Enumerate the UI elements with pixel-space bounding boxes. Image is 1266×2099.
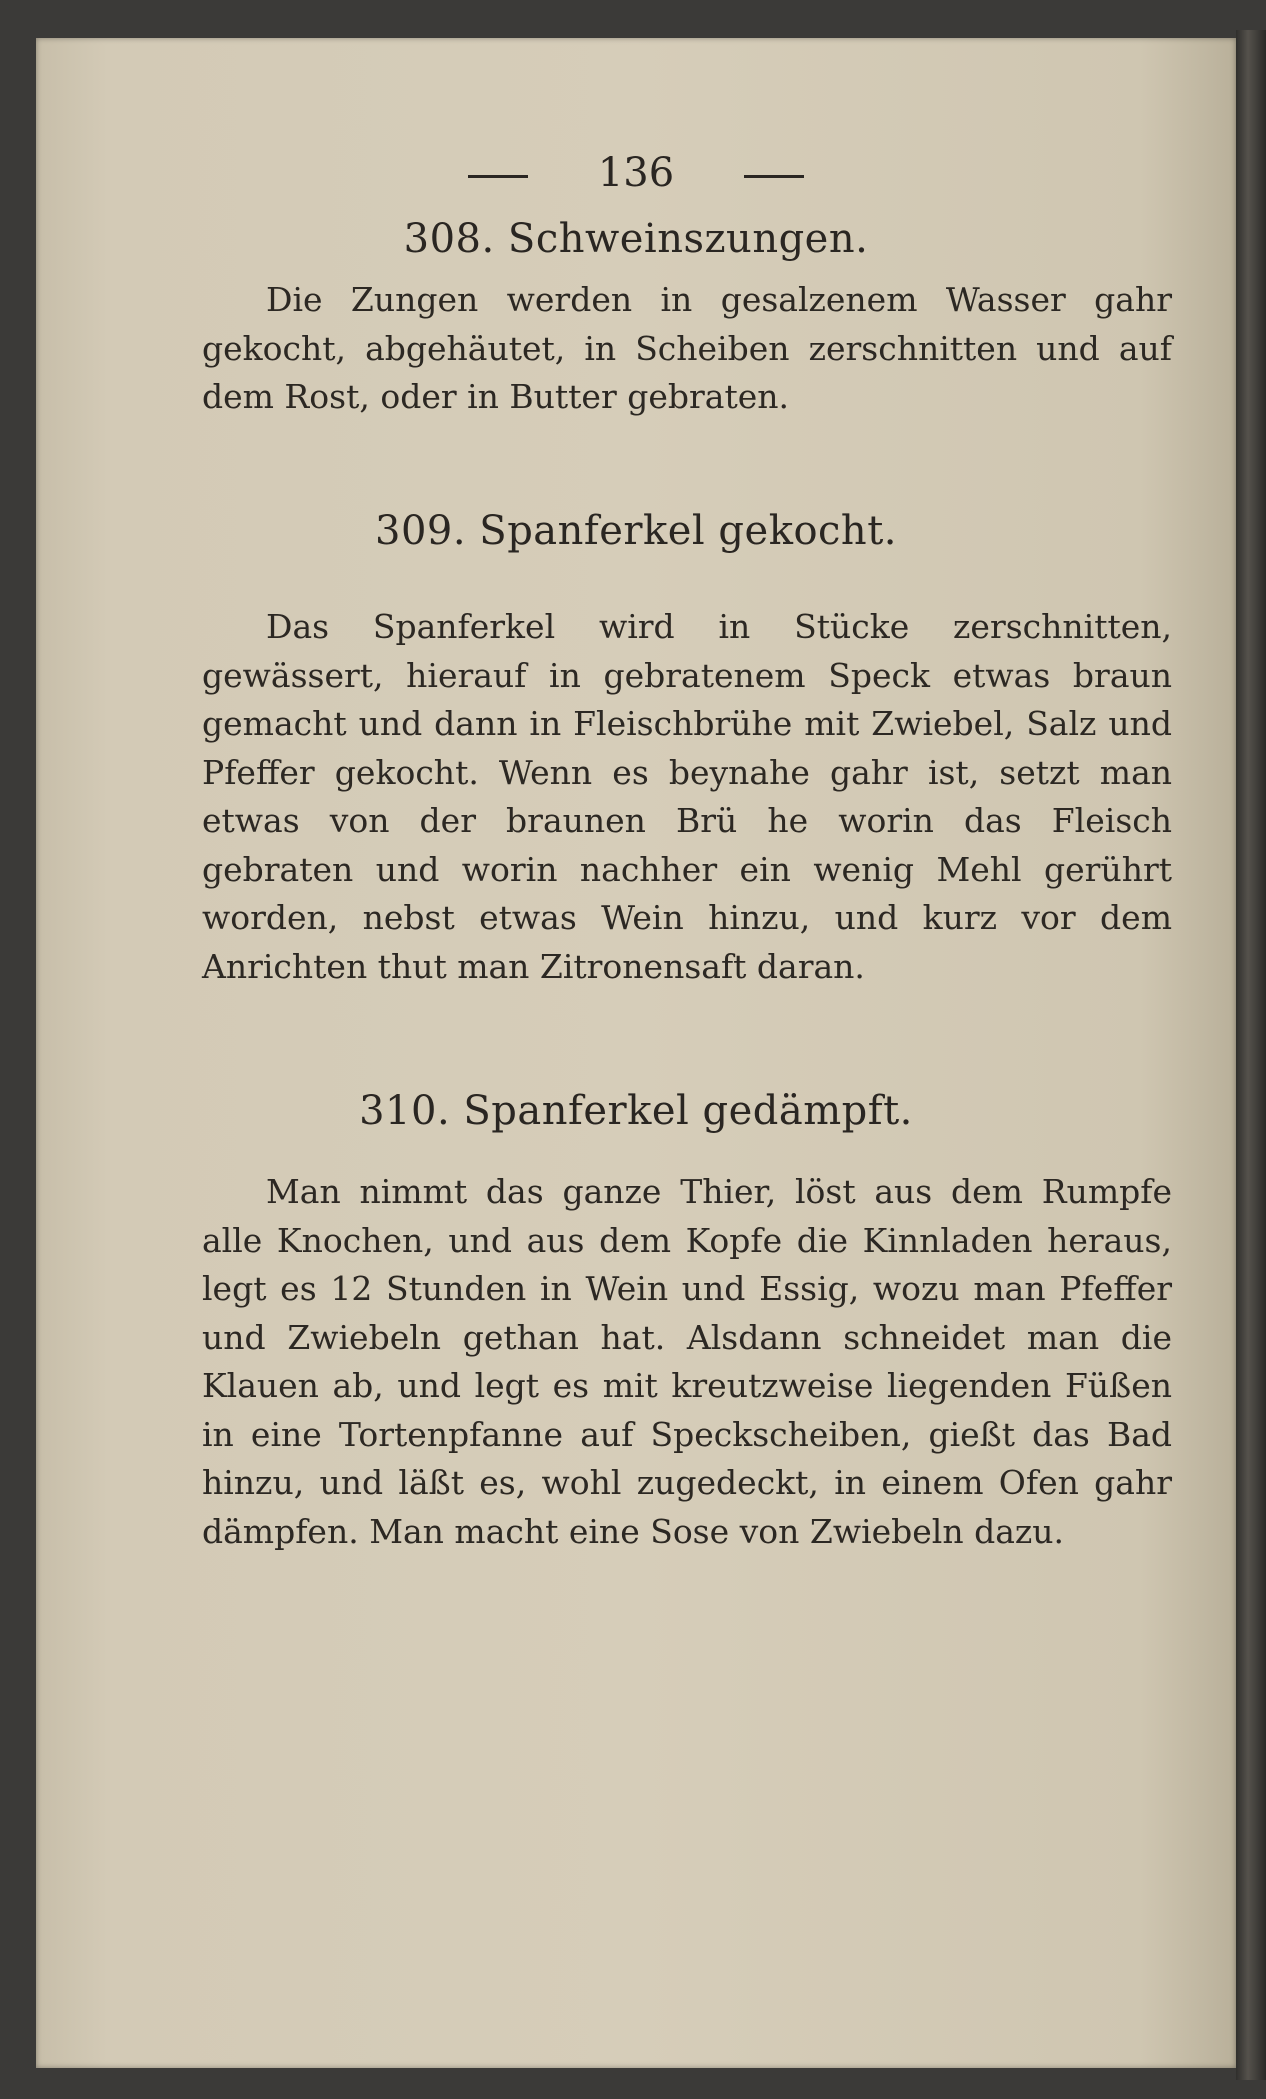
- section-309-heading: [36, 508, 1236, 554]
- section-number: 308.: [403, 216, 495, 262]
- section-body: Die Zungen werden in gesalzenem Wasser gahr gekocht, abgehäutet, in Scheiben zerschnitten und auf dem Rost, oder in Butter gebraten.: [202, 280, 1172, 416]
- section-309-text: [202, 603, 1172, 991]
- header-dash-left: [468, 175, 528, 178]
- section-number: 309.: [375, 508, 467, 554]
- book-page-edge: [1236, 30, 1266, 2080]
- section-body: Das Spanferkel wird in Stücke zerschnitten, gewässert, hierauf in gebratenem Speck etwas braun gemacht und dann in Fleischbrühe mit Zwiebel, Salz und Pfeffer gekocht. Wenn es beynahe gahr ist, setzt man etwas von der braunen Brü he worin das Fleisch gebraten und worin nachher ein wenig Mehl gerührt worden, nebst etwas Wein hinzu, und kurz vor dem Anrichten thut man Zitronensaft daran.: [202, 607, 1172, 986]
- section-310-text: [202, 1168, 1172, 1556]
- section-title: Schweinszungen.: [507, 216, 869, 262]
- section-title: Spanferkel gedämpft.: [463, 1088, 913, 1134]
- section-308-text: [202, 276, 1172, 422]
- page-number: 136: [597, 150, 675, 196]
- page-header: [36, 150, 1236, 210]
- section-body: Man nimmt das ganze Thier, löst aus dem Rumpfe alle Knochen, und aus dem Kopfe die Kinnladen heraus, legt es 12 Stunden in Wein und Essig, wozu man Pfeffer und Zwiebeln gethan hat. Alsdann schneidet man die Klauen ab, und legt es mit kreutzweise liegenden Füßen in eine Tortenpfanne auf Speckscheiben, gießt das Bad hinzu, und läßt es, wohl zugedeckt, in einem Ofen gahr dämpfen. Man macht eine Sose von Zwiebeln dazu.: [202, 1172, 1172, 1551]
- paper-page: [36, 38, 1236, 2068]
- section-number: 310.: [359, 1088, 451, 1134]
- section-title: Spanferkel gekocht.: [479, 508, 897, 554]
- header-dash-right: [744, 175, 804, 178]
- section-310-heading: [36, 1088, 1236, 1134]
- section-308-heading: [36, 216, 1236, 262]
